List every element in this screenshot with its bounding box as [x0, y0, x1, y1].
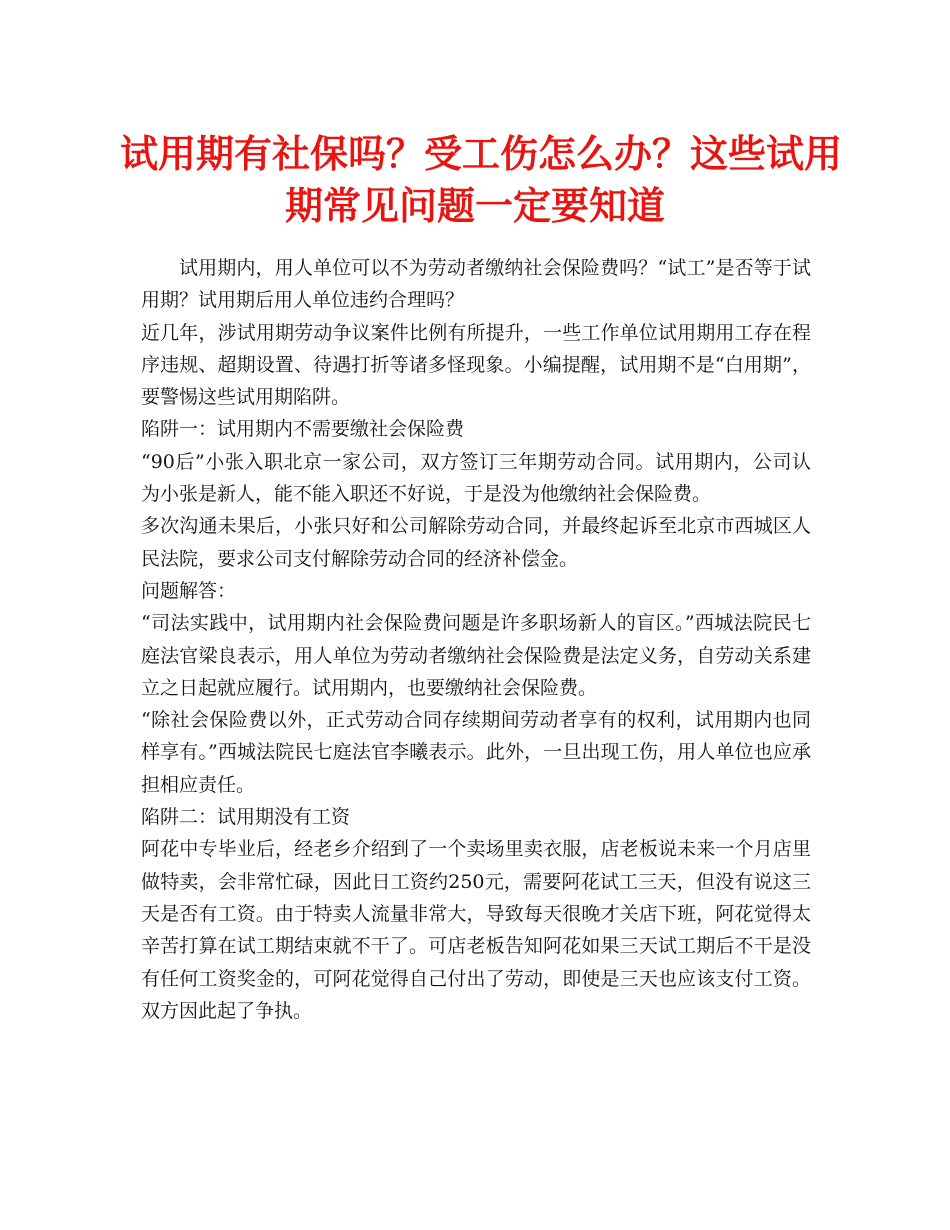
paragraph: “除社会保险费以外，正式劳动合同存续期间劳动者享有的权利，试用期内也同样享有。”西城法院民七庭法官李曦表示。此外，一旦出现工伤，用人单位也应承担相应责任。 — [141, 709, 811, 796]
section-heading: 问题解答： — [141, 579, 237, 602]
title-line-2: 期常见问题一定要知道 — [284, 183, 665, 228]
paragraph: “90后”小张入职北京一家公司，双方签订三年期劳动合同。试用期内，公司认为小张是新人，能不能入职还不好说，于是没为他缴纳社会保险费。 — [141, 450, 811, 506]
title-line-1: 试用期有社保吗？受工伤怎么办？这些试用 — [120, 131, 843, 176]
paragraph-intro: 试用期内，用人单位可以不为劳动者缴纳社会保险费吗？“试工”是否等于试用期？试用期后用人单位违约合理吗？ — [141, 257, 811, 312]
article-body — [141, 252, 811, 1027]
section-heading: 陷阱二：试用期没有工资 — [141, 806, 351, 829]
paragraph: 阿花中专毕业后，经老乡介绍到了一个卖场里卖衣服，店老板说未来一个月店里做特卖，会非常忙碌，因此日工资约250元，需要阿花试工三天，但没有说这三天是否有工资。由于特卖人流量非常大，导致每天很晚才关店下班，阿花觉得太辛苦打算在试工期结束就不干了。可店老板告知阿花如果三天试工期后不干是没有任何工资奖金的，可阿花觉得自己付出了劳动，即使是三天也应该支付工资。双方因此起了争执。 — [141, 838, 811, 1022]
document-title — [120, 128, 843, 232]
section-heading: 陷阱一：试用期内不需要缴社会保险费 — [141, 418, 465, 441]
paragraph: “司法实践中，试用期内社会保险费问题是许多职场新人的盲区。”西城法院民七庭法官梁良表示，用人单位为劳动者缴纳社会保险费是法定义务，自劳动关系建立之日起就应履行。试用期内，也要缴纳社会保险费。 — [141, 612, 811, 699]
paragraph: 多次沟通未果后，小张只好和公司解除劳动合同，并最终起诉至北京市西城区人民法院，要求公司支付解除劳动合同的经济补偿金。 — [141, 515, 811, 570]
paragraph: 近几年，涉试用期劳动争议案件比例有所提升，一些工作单位试用期用工存在程序违规、超期设置、待遇打折等诸多怪现象。小编提醒，试用期不是“白用期”，要警惕这些试用期陷阱。 — [141, 321, 811, 409]
